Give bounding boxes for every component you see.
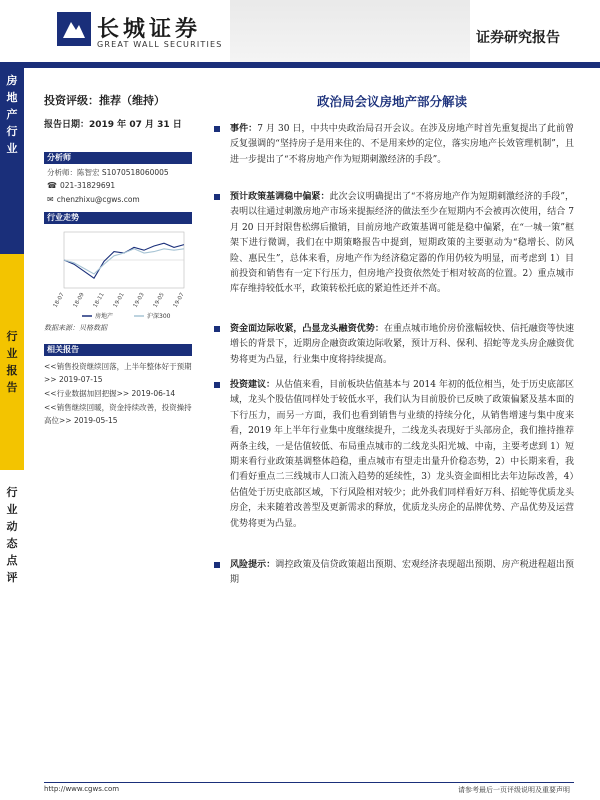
section-label: 预计政策基调稳中偏紧：: [230, 192, 330, 202]
related-report-link[interactable]: <<销售继续回暖，资金持续改善，投资操持高位>> 2019-05-15: [44, 403, 192, 425]
email-text[interactable]: chenzhixu@cgws.com: [56, 195, 140, 204]
logo-icon: [57, 12, 91, 46]
stripe-char: 报: [6, 364, 18, 377]
footer-url[interactable]: http://www.cgws.com: [44, 785, 120, 793]
phone-text: 021-31829691: [59, 181, 116, 190]
chart-header: 行业走势: [44, 212, 192, 224]
stripe-char: 评: [6, 571, 18, 584]
section-funding: [214, 322, 574, 368]
related-report-link[interactable]: <<销售投资继续回落，上半年整体好于预期>> 2019-07-15: [44, 362, 192, 384]
report-type-label: 证券研究报告: [476, 30, 560, 46]
phone-icon: ☎: [47, 181, 57, 190]
x-tick-label: 19-07: [172, 292, 186, 309]
section-label: 事件：: [230, 124, 258, 134]
stripe-report-type: [0, 254, 24, 470]
great-wall-banner-image: [230, 0, 470, 68]
section-text: 此次会议明确提出了“不将房地产作为短期刺激经济的手段”，表明以往通过刺激房地产市场来提振经济的做法至少在短期内不会被再次使用，结合 7 月 20 日开封限售松绑后撤销，目前房地产政策基调可能是稳中偏紧，在“一城一策”框架下进行微调，我们在中期策略报告中提到，短期政策的主要驱动为“稳增长、防风险、惠民生”，总体来看，房地产作为经济稳定器的作用仍较为明显，而考虑到 1）目前投资和销售有一定下行压力，但房地产投资依然处于相对较高的位置。2）重点城市库存维持较低水平，政策转松托底的紧迫性还并不高。: [230, 192, 574, 295]
analyst-header: 分析师: [44, 152, 192, 164]
report-date: 报告日期：2019 年 07 月 31 日: [44, 120, 182, 130]
x-tick-label: 18-09: [72, 292, 86, 309]
x-tick-label: 18-11: [92, 292, 106, 309]
section-label: 投资建议：: [230, 380, 276, 390]
stripe-char: 告: [6, 381, 18, 394]
industry-trend-chart: [44, 226, 194, 324]
bullet-square-icon: [214, 562, 220, 568]
bullet-square-icon: [214, 326, 220, 332]
report-header: [0, 0, 600, 68]
page-footer: [0, 780, 600, 800]
section-text: 7 月 30 日，中共中央政治局召开会议。在涉及房地产时首先重复提出了此前曾反复强调的“坚持房子是用来住的、不是用来炒的定位，落实房地产长效管理机制”，且进一步提出了“不将房地产作为短期刺激经济的手段”。: [230, 124, 574, 165]
x-tick-label: 18-07: [52, 292, 66, 309]
stripe-char: 行: [6, 330, 18, 343]
chart-source: 数据来源：贝格数据: [44, 324, 107, 332]
section-label: 风险提示：: [230, 560, 276, 570]
logo-chinese-name: 长城证券: [97, 16, 202, 42]
stripe-char: 点: [6, 554, 18, 567]
stripe-char: 房: [6, 74, 18, 87]
x-tick-label: 19-01: [112, 292, 126, 309]
logo-english-name: GREAT WALL SECURITIES: [97, 40, 223, 49]
stripe-char: 业: [6, 142, 18, 155]
x-tick-label: 19-05: [152, 292, 166, 309]
section-policy: [214, 190, 574, 298]
related-reports-header: 相关报告: [44, 344, 192, 356]
stripe-comment-type: [0, 470, 24, 800]
stripe-char: 地: [6, 91, 18, 104]
related-report-link[interactable]: <<行业数据加回把握>> 2019-06-14: [44, 389, 176, 398]
x-tick-label: 19-03: [132, 292, 146, 309]
legend-label: 沪深300: [147, 313, 171, 320]
section-risk: [214, 558, 574, 589]
bullet-square-icon: [214, 382, 220, 388]
header-divider: [0, 62, 600, 68]
stripe-char: 业: [6, 347, 18, 360]
stripe-char: 动: [6, 520, 18, 533]
bullet-square-icon: [214, 194, 220, 200]
stripe-char: 行: [6, 125, 18, 138]
stripe-char: 行: [6, 486, 18, 499]
section-label: 资金面边际收紧，凸显龙头融资优势：: [230, 324, 384, 334]
series-line-0: [64, 243, 184, 278]
section-text: 在重点城市地价房价涨幅较快、信托融资等快速增长的背景下，近期房企融资政策边际收紧，预计万科、保利、招蛇等龙头房企融资优势将更为凸显，行业集中度将持续提高。: [230, 324, 574, 365]
legend-label: 房地产: [95, 313, 114, 320]
investment-rating: 投资评级：推荐（维持）: [44, 94, 165, 107]
section-text: 从估值来看，目前板块估值基本与 2014 年初的低位相当，处于历史底部区域，龙头个股估值同样处于较低水平，我们认为目前股价已反映了政策偏紧及基本面的下行压力，而另一方面，我们也看到销售与业绩的持续分化，从销售增速与集中度来看，2019 年上半年行业集中度继续提升，二线龙头表现好于头部房企，我们推持推荐两条主线，一是估值较低、布局重点城市的二线龙头阳光城、中南，主要考虑到 1）短期来看行业政策基调整体趋稳，重点城市有望走出量升价稳态势，2）中长期来看，我们看好重点二三线城市人口流入趋势的延续性，3）龙头资金面相比去年边际改善，4）估值处于历史底部区域，下行风险相对较少；此外我们同样看好万科、招蛇等优质龙头房企，未来随着改善型及更新需求的释放，优质龙头房企的品牌优势、产品优势及运营优势将更为凸显。: [230, 380, 574, 529]
analyst-phone: [47, 181, 115, 190]
analyst-email[interactable]: [47, 195, 140, 204]
footer-divider: [44, 782, 574, 783]
stripe-industry: [0, 68, 24, 254]
report-title: 政治局会议房地产部分解读: [316, 94, 467, 109]
analyst-name: 分析师：陈智宏 S1070518060005: [47, 168, 169, 177]
footer-disclaimer: 请参考最后一页评级说明及重要声明: [458, 786, 570, 794]
stripe-char: 业: [6, 503, 18, 516]
section-text: 调控政策及信贷政策超出预期、宏观经济表现超出预期、房产税进程超出预期: [230, 560, 574, 586]
section-event: [214, 122, 574, 168]
stripe-char: 态: [6, 537, 18, 550]
stripe-char: 产: [6, 108, 18, 121]
bullet-square-icon: [214, 126, 220, 132]
email-icon: ✉: [47, 195, 54, 204]
related-reports-list: [44, 360, 192, 428]
section-investment-advice: [214, 378, 574, 532]
